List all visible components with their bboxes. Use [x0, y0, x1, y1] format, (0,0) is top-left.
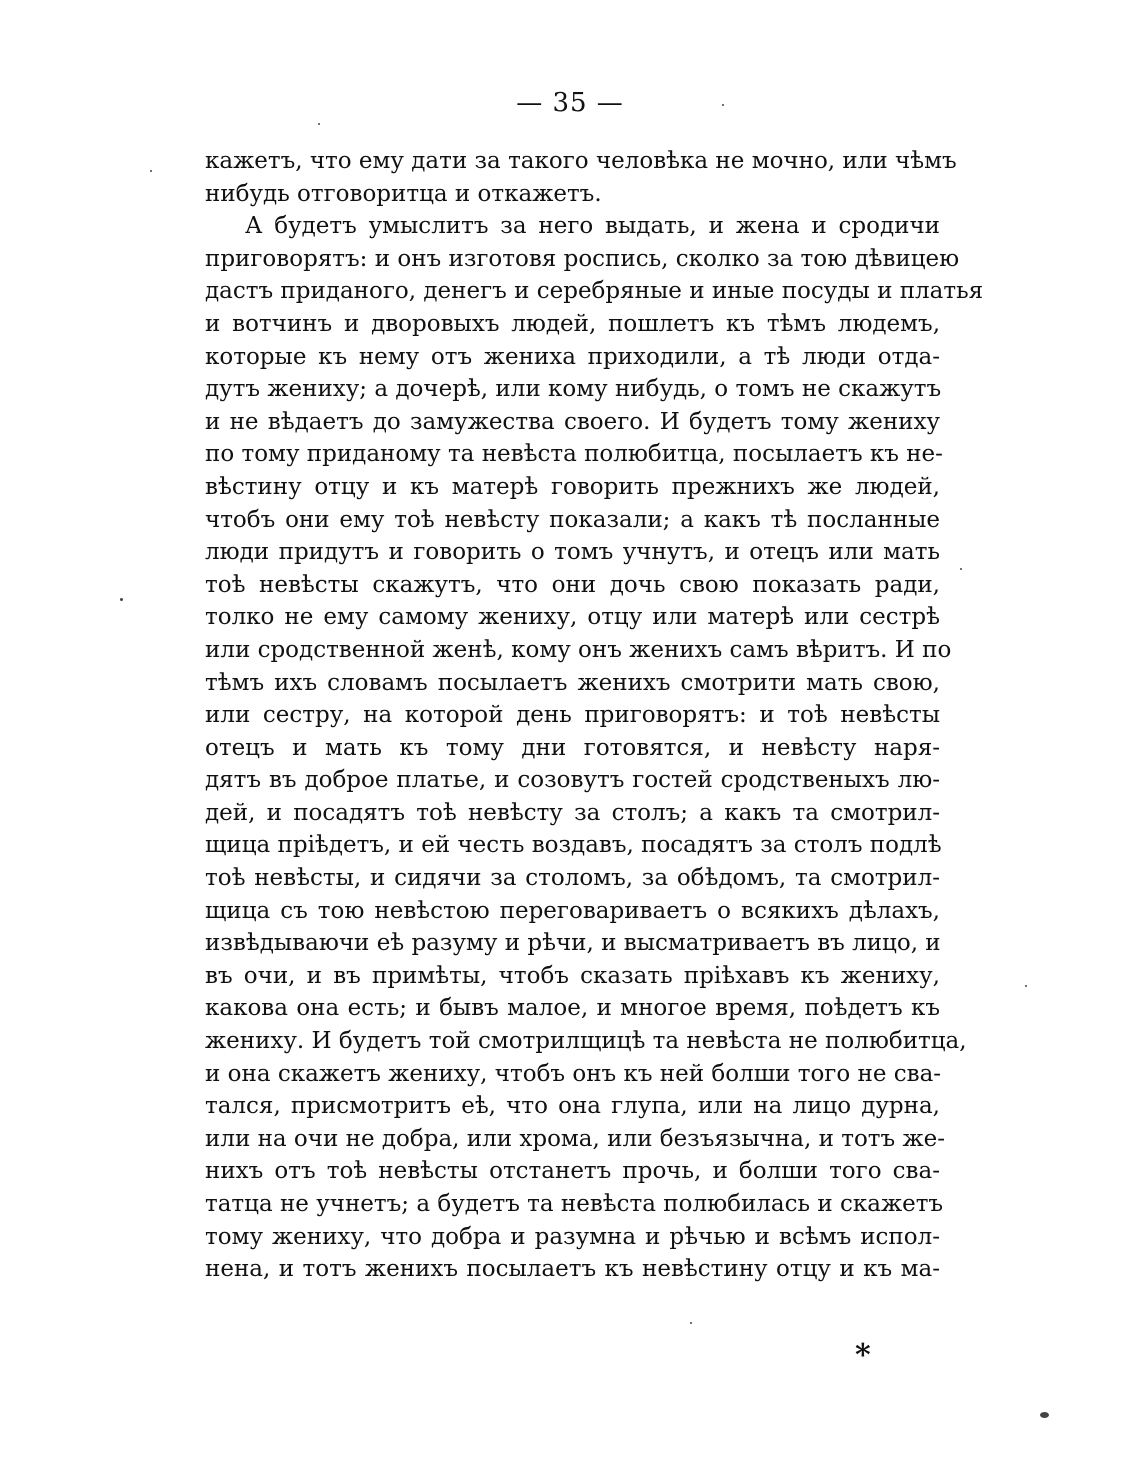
text-line: и вотчинъ и дворовыхъ людей, пошлетъ къ тѣмъ людемъ,	[205, 310, 940, 337]
scan-speck	[1025, 985, 1027, 987]
text-line: и она скажетъ жениху, чтобъ онъ къ ней болши того не сва-	[205, 1060, 942, 1087]
text-line: жениху. И будетъ той смотрилщицѣ та невѣста не полюбитца,	[205, 1028, 967, 1055]
text-line: и не вѣдаетъ до замужества своего. И будетъ тому жениху	[205, 408, 940, 435]
text-line: какова она есть; и бывъ малое, и многое время, поѣдетъ къ	[205, 995, 940, 1022]
text-line: тѣмъ ихъ словамъ посылаетъ женихъ смотрити мать свою,	[205, 669, 940, 696]
text-line: отецъ и мать къ тому дни готовятся, и невѣсту наря-	[205, 734, 940, 761]
text-line: нихъ отъ тоѣ невѣсты отстанетъ прочь, и болши того сва-	[205, 1158, 940, 1185]
text-line: или сродственной женѣ, кому онъ женихъ самъ вѣритъ. И по	[205, 636, 952, 663]
scan-speck	[120, 598, 123, 601]
body-text	[205, 145, 984, 1286]
text-line: приговорятъ: и онъ изготовя роспись, сколко за тою дѣвицею	[205, 245, 960, 272]
text-line: или сестру, на которой день приговорятъ: и тоѣ невѣсты	[205, 702, 940, 729]
text-line: тоѣ невѣсты скажутъ, что они дочь свою показать ради,	[205, 571, 940, 598]
scan-speck	[722, 104, 724, 106]
text-line: дутъ жениху; а дочерѣ, или кому нибудь, о томъ не скажутъ	[205, 376, 942, 403]
text-line: дей, и посадятъ тоѣ невѣсту за столъ; а какъ та смотрил-	[205, 799, 940, 826]
text-line: щица прiѣдетъ, и ей честь воздавъ, посадятъ за столъ подлѣ	[205, 832, 942, 859]
text-line: въ очи, и въ примѣты, чтобъ сказать прiѣхавъ къ жениху,	[205, 962, 940, 989]
text-line: тому жениху, что добра и разумна и рѣчью и всѣмъ испол-	[205, 1223, 940, 1250]
scan-speck	[318, 123, 320, 125]
signature-mark: *	[855, 1338, 871, 1373]
scan-speck	[960, 568, 962, 570]
text-line: щица съ тою невѣстою переговариваетъ о всякихъ дѣлахъ,	[205, 897, 940, 924]
text-line: которые къ нему отъ жениха приходили, а тѣ люди отда-	[205, 343, 940, 370]
text-line: тался, присмотритъ еѣ, что она глупа, или на лицо дурна,	[205, 1093, 940, 1120]
text-line: или на очи не добра, или хрома, или безъязычна, и тотъ же-	[205, 1125, 946, 1152]
text-line: вѣстину отцу и къ матерѣ говорить прежнихъ же людей,	[205, 473, 940, 500]
text-line: А будетъ умыслитъ за него выдать, и жена и сродичи	[245, 213, 940, 240]
text-line: извѣдываючи еѣ разуму и рѣчи, и высматриваетъ въ лицо, и	[205, 930, 941, 957]
text-line: татца не учнетъ; а будетъ та невѣста полюбилась и скажетъ	[205, 1191, 944, 1217]
text-line: дятъ въ доброе платье, и созовутъ гостей сродственыхъ лю-	[205, 767, 940, 794]
scan-speck	[1040, 1412, 1049, 1418]
text-line: нена, и тотъ женихъ посылаетъ къ невѣстину отцу и къ ма-	[205, 1256, 940, 1283]
page-number: — 35 —	[516, 88, 624, 118]
text-line: тоѣ невѣсты, и сидячи за столомъ, за обѣдомъ, та смотрил-	[205, 865, 940, 892]
text-line: толко не ему самому жениху, отцу или матерѣ или сестрѣ	[205, 604, 940, 631]
text-line: дастъ приданого, денегъ и серебряные и иные посуды и платья	[205, 278, 984, 305]
scan-speck	[690, 1322, 692, 1324]
text-line: по тому приданому та невѣста полюбитца, посылаетъ къ не-	[205, 441, 943, 468]
text-line: нибудь отговоритца и откажетъ.	[205, 180, 602, 207]
text-line: люди придутъ и говорить о томъ учнутъ, и отецъ или мать	[205, 539, 940, 566]
text-line: кажетъ, что ему дати за такого человѣка не мочно, или чѣмъ	[205, 148, 957, 174]
scan-speck	[150, 170, 152, 172]
text-line: чтобъ они ему тоѣ невѣсту показали; а какъ тѣ посланные	[205, 506, 940, 533]
